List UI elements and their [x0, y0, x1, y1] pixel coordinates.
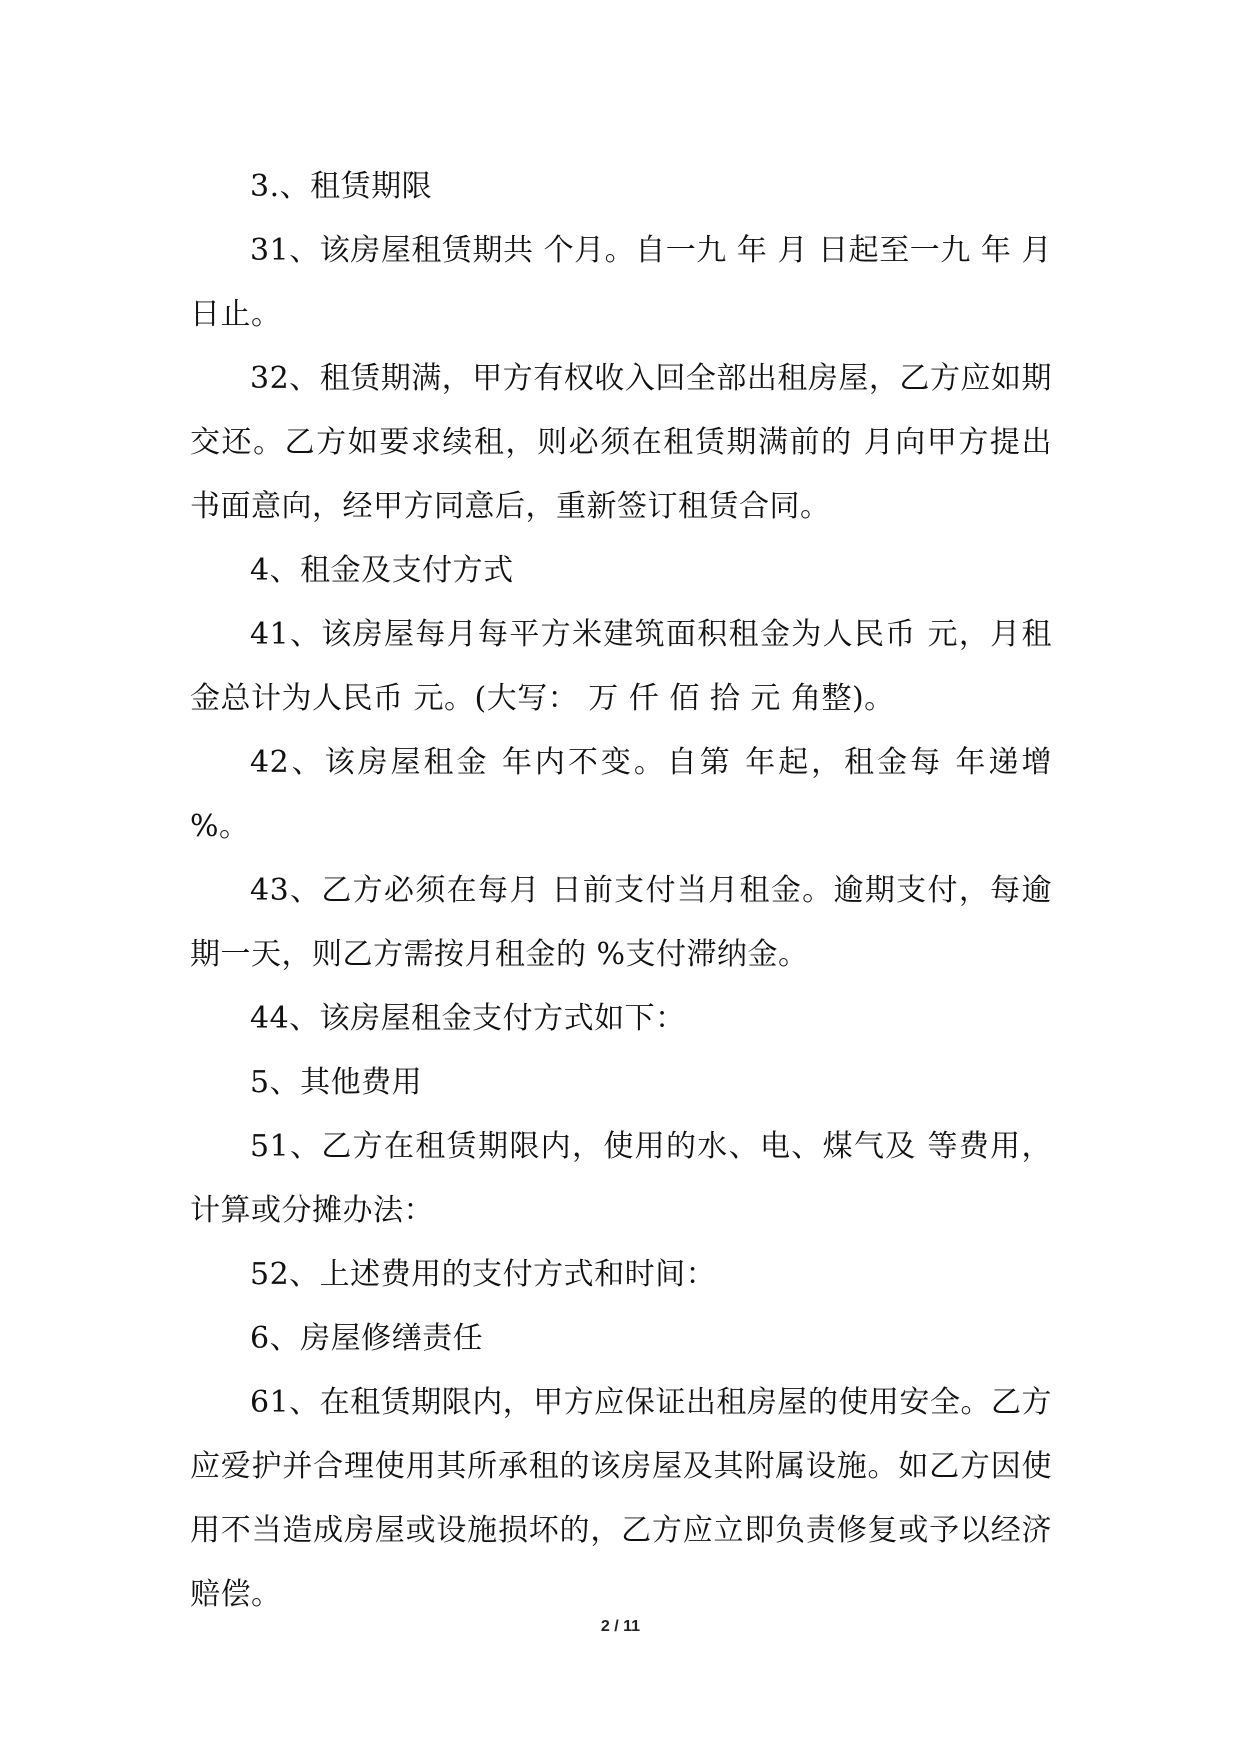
clause-3-2: 32、租赁期满，甲方有权收入回全部出租房屋，乙方应如期交还。乙方如要求续租，则必须在租赁期满前的 月向甲方提出书面意向，经甲方同意后，重新签订租赁合同。 — [190, 361, 1052, 524]
section-heading-repair-responsibility: 6、房屋修缮责任 — [250, 1321, 484, 1356]
clause-4-1: 41、该房屋每月每平方米建筑面积租金为人民币 元，月租金总计为人民币 元。(大写： 万 仟 佰 拾 元 角整)。 — [190, 617, 1052, 716]
clause-6-1: 61、在租赁期限内，甲方应保证出租房屋的使用安全。乙方应爱护并合理使用其所承租的该房屋及其附属设施。如乙方因使用不当造成房屋或设施损坏的，乙方应立即负责修复或予以经济赔偿。 — [190, 1385, 1052, 1612]
section-heading-lease-term: 3.、租赁期限 — [250, 169, 433, 204]
page-number: 2 / 11 — [600, 1618, 641, 1635]
document-body — [190, 155, 1052, 1627]
clause-4-3: 43、乙方必须在每月 日前支付当月租金。逾期支付，每逾期一天，则乙方需按月租金的 %支付滞纳金。 — [190, 873, 1052, 972]
section-heading-rent-payment: 4、租金及支付方式 — [250, 553, 514, 588]
clause-3-1: 31、该房屋租赁期共 个月。自一九 年 月 日起至一九 年 月日止。 — [190, 233, 1052, 332]
section-heading-other-fees: 5、其他费用 — [250, 1065, 423, 1100]
clause-5-2: 52、上述费用的支付方式和时间： — [250, 1257, 717, 1292]
clause-5-1: 51、乙方在租赁期限内，使用的水、电、煤气及 等费用，计算或分摊办法： — [190, 1129, 1052, 1228]
clause-4-2: 42、该房屋租金 年内不变。自第 年起，租金每 年递增 %。 — [190, 745, 1052, 844]
clause-4-4: 44、该房屋租金支付方式如下： — [250, 1001, 686, 1036]
